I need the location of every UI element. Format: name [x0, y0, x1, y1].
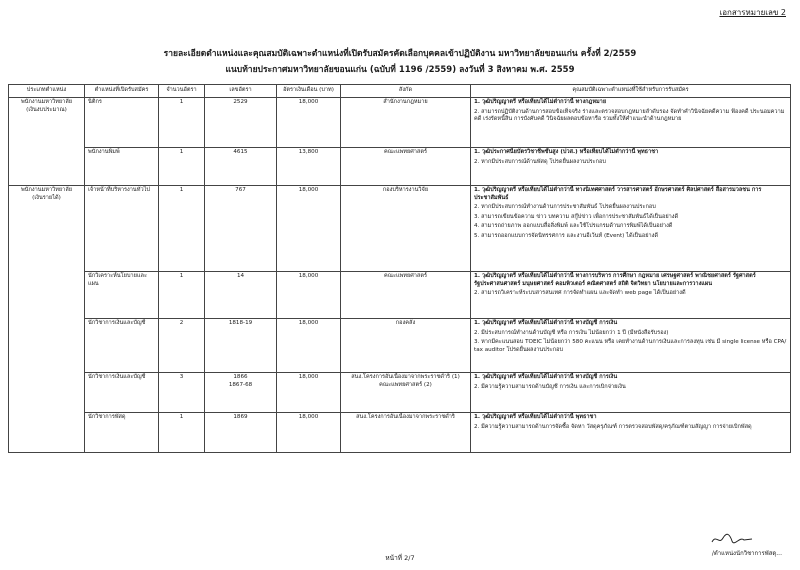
- salary-cell: 18,000: [277, 373, 341, 413]
- number-cell: 1866 1867-68: [205, 373, 277, 413]
- unit-cell: สนง.โครงการอันเนื่องมาจากพระราชดำริ: [341, 413, 471, 453]
- position-cell: นิติกร: [85, 98, 159, 148]
- qualification-item: 1. วุฒิปริญญาตรี หรือเทียบได้ไม่ต่ำกว่านี้ ทางการบริหาร การศึกษา กฎหมาย เศรษฐศาสตร์ พาณิชยศาสตร์ รัฐศาสตร์ รัฐประศาสนศาสตร์ มนุษยศาสตร์ คอมพิวเตอร์ คณิตศาสตร์ สถิติ จิตวิทยา นโยบายและการวางแผน: [474, 273, 756, 287]
- document-subtitle: แนบท้ายประกาศมหาวิทยาลัยขอนแก่น (ฉบับที่ 1196 /2559) ลงวันที่ 3 สิงหาคม พ.ศ. 2559: [225, 65, 575, 75]
- qualification-item: 1. วุฒิปริญญาตรี หรือเทียบได้ไม่ต่ำกว่านี้ ทางบัญชี การเงิน: [474, 374, 618, 380]
- salary-cell: 13,800: [277, 148, 341, 186]
- qualifications-cell: [471, 148, 791, 186]
- number-cell: 1818-19: [205, 319, 277, 373]
- position-cell: นักวิชาการเงินและบัญชี: [85, 319, 159, 373]
- page-number: หน้าที่ 2/7: [385, 554, 415, 562]
- positions-table: [8, 84, 791, 453]
- number-cell: 767: [205, 186, 277, 272]
- category-label: พนักงานมหาวิทยาลัย: [20, 99, 73, 105]
- count-cell: 1: [159, 272, 205, 319]
- position-cell: นักวิชาการเงินและบัญชี: [85, 373, 159, 413]
- unit-cell: สนง.โครงการอันเนื่องมาจากพระราชดำริ (1) คณะแพทยศาสตร์ (2): [341, 373, 471, 413]
- count-cell: 2: [159, 319, 205, 373]
- category-cell: [9, 98, 85, 186]
- qualification-item: 2. มีความรู้ความสามารถด้านบัญชี การเงิน และการเบิกจ่ายเงิน: [474, 383, 626, 390]
- category-sublabel: (เงินรายได้): [32, 194, 61, 201]
- table-row: [9, 186, 791, 272]
- category-sublabel: (เงินงบประมาณ): [26, 106, 67, 113]
- unit-cell: กองคลัง: [341, 319, 471, 373]
- position-cell: นักวิชาการพัสดุ: [85, 413, 159, 453]
- count-cell: 1: [159, 186, 205, 272]
- position-cell: นักวิเคราะห์นโยบายและแผน: [85, 272, 159, 319]
- salary-cell: 18,000: [277, 319, 341, 373]
- category-cell: [9, 186, 85, 453]
- qualification-item: 1. วุฒิปริญญาตรี หรือเทียบได้ไม่ต่ำกว่านี้ พุทธาชา: [474, 414, 597, 420]
- qualification-item: 2. มีประสบการณ์ทำงานด้านบัญชี หรือ การเงิน ไม่น้อยกว่า 1 ปี (มีหนังสือรับรอง): [474, 329, 669, 336]
- unit-cell: กองบริหารงานวิจัย: [341, 186, 471, 272]
- qualification-item: 1. วุฒิปริญญาตรี หรือเทียบได้ไม่ต่ำกว่านี้ ทางกฎหมาย: [474, 99, 607, 105]
- header-category: ประเภทตำแหน่ง: [9, 85, 85, 98]
- qualifications-cell: [471, 413, 791, 453]
- table-row: [9, 319, 791, 373]
- table-header-row: [9, 85, 791, 98]
- continuation-note: /ตำแหน่งนักวิชาการพัสดุ...: [711, 550, 782, 557]
- count-cell: 1: [159, 413, 205, 453]
- count-cell: 1: [159, 148, 205, 186]
- qualification-item: 5. สามารถออกแบบการจัดนิทรรศการ และงานอีเว้นท์ (Event) ได้เป็นอย่างดี: [474, 232, 659, 239]
- number-cell: 2529: [205, 98, 277, 148]
- table-row: [9, 98, 791, 148]
- count-cell: 3: [159, 373, 205, 413]
- qualification-item: 1. วุฒิประกาศนียบัตรวิชาชีพชั้นสูง (ปวส.) หรือเทียบได้ไม่ต่ำกว่านี้ พุทธาชา: [474, 149, 659, 155]
- number-cell: 14: [205, 272, 277, 319]
- table-body: [9, 98, 791, 453]
- qualification-item: 2. หากมีประสบการณ์ด้านพัสดุ โปรดยื่นผลงานประกอบ: [474, 158, 606, 165]
- attachment-label: เอกสารหมายเลข 2: [719, 8, 786, 17]
- position-cell: เจ้าหน้าที่บริหารงานทั่วไป: [85, 186, 159, 272]
- qualifications-cell: [471, 319, 791, 373]
- salary-cell: 18,000: [277, 98, 341, 148]
- salary-cell: 18,000: [277, 186, 341, 272]
- table-row: [9, 413, 791, 453]
- number-cell: 4615: [205, 148, 277, 186]
- table-row: [9, 373, 791, 413]
- salary-cell: 18,000: [277, 413, 341, 453]
- qualifications-cell: [471, 98, 791, 148]
- unit-cell: คณะแพทยศาสตร์: [341, 272, 471, 319]
- qualification-item: 2. มีความรู้ความสามารถด้านการจัดซื้อ จัดหา วัสดุครุภัณฑ์ การตรวจสอบพัสดุ/ครุภัณฑ์ตามสัญญา การจ่ายเบิกพัสดุ: [474, 423, 752, 430]
- count-cell: 1: [159, 98, 205, 148]
- header-unit: สังกัด: [341, 85, 471, 98]
- number-cell: 1869: [205, 413, 277, 453]
- table-row: [9, 148, 791, 186]
- qualification-item: 1. วุฒิปริญญาตรี หรือเทียบได้ไม่ต่ำกว่านี้ ทางบัญชี การเงิน: [474, 320, 618, 326]
- qualification-item: 2. สามารถวิเคราะห์ระบบสารสนเทศ การจัดทำแผน และจัดทำ web page ได้เป็นอย่างดี: [474, 290, 686, 297]
- header-count: จำนวนอัตรา: [159, 85, 205, 98]
- qualifications-cell: [471, 272, 791, 319]
- salary-cell: 18,000: [277, 272, 341, 319]
- header-position: ตำแหน่งที่เปิดรับสมัคร: [85, 85, 159, 98]
- qualifications-cell: [471, 373, 791, 413]
- signature-mark: [710, 532, 754, 546]
- qualification-item: 1. วุฒิปริญญาตรี หรือเทียบได้ไม่ต่ำกว่านี้ ทางนิเทศศาสตร์ วารสารศาสตร์ อักษรศาสตร์ ศิลปศาสตร์ สื่อสารมวลชน การประชาสัมพันธ์: [474, 187, 762, 201]
- qualification-item: 3. สามารถเขียนข้อความ ข่าว บทความ สกู๊ปข่าว เพื่อการประชาสัมพันธ์ได้เป็นอย่างดี: [474, 213, 679, 220]
- category-label: พนักงานมหาวิทยาลัย: [20, 187, 73, 193]
- qualification-item: 2. หากมีประสบการณ์ทำงานด้านการประชาสัมพันธ์ โปรดยื่นผลงานประกอบ: [474, 204, 656, 211]
- unit-cell: คณะแพทยศาสตร์: [341, 148, 471, 186]
- qualification-item: 2. สามารถปฏิบัติงานด้านการสอบข้อเท็จจริง ร่างและตรวจสอบกฎหมายลำดับรอง จัดทำคำวินิจฉัยคดีความ ฟ้องคดี ประนอมความคดี เร่งรัดหนี้สิน การบังคับคดี วินิจฉัยผลตอบข้อหารือ รวมทั้งให้คำแนะนำด้านกฎหมาย: [474, 108, 785, 123]
- header-number: เลขอัตรา: [205, 85, 277, 98]
- qualifications-cell: [471, 186, 791, 272]
- unit-cell: สำนักงานกฎหมาย: [341, 98, 471, 148]
- position-cell: พนักงานพิมพ์: [85, 148, 159, 186]
- qualification-item: 4. สามารถถ่ายภาพ ออกแบบสื่อสิ่งพิมพ์ และใช้โปรแกรมด้านการพิมพ์ได้เป็นอย่างดี: [474, 223, 673, 230]
- document-title: รายละเอียดตำแหน่งและคุณสมบัติเฉพาะตำแหน่งที่เปิดรับสมัครคัดเลือกบุคคลเข้าปฏิบัติงาน มหาวิทยาลัยขอนแก่น ครั้งที่ 2/2559: [163, 49, 637, 59]
- header-salary: อัตราเงินเดือน (บาท): [277, 85, 341, 98]
- qualification-item: 3. หากมีคะแนนสอบ TOEIC ไม่น้อยกว่า 580 คะแนน หรือ เคยทำงานด้านการเงินและการลงทุน เช่น มี single license หรือ CPA/ tax auditor โปรดยื่นผลงานประกอบ: [474, 339, 787, 353]
- table-row: [9, 272, 791, 319]
- header-qualifications: คุณสมบัติเฉพาะตำแหน่งที่ใช้สำหรับการรับสมัคร: [471, 85, 791, 98]
